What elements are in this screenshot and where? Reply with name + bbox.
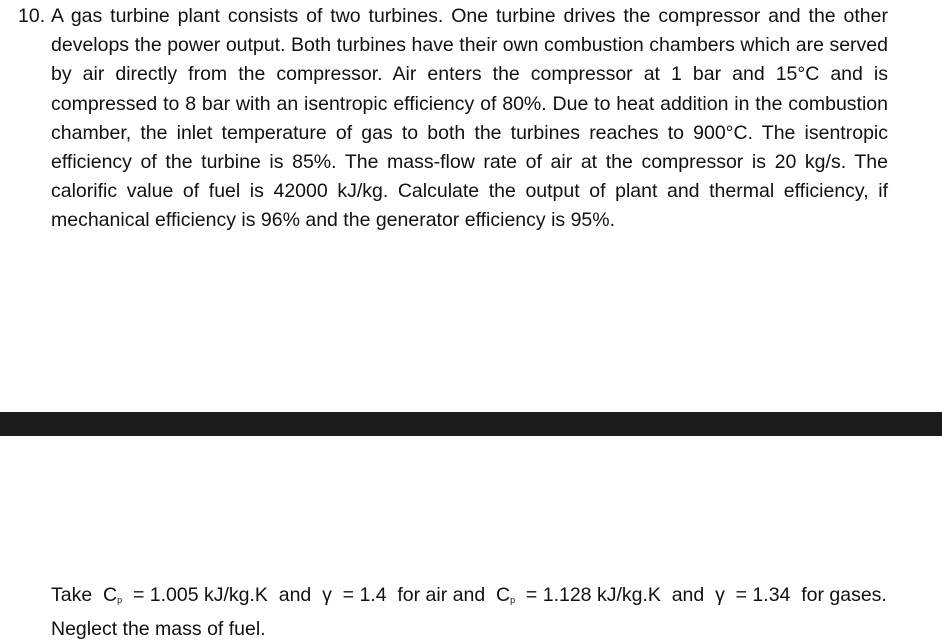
gas-gamma-value: = 1.34 <box>735 584 791 606</box>
page-divider-bar <box>0 412 942 436</box>
air-cp-value: = 1.005 kJ/kg.K <box>132 584 268 606</box>
and-word-1: and <box>278 584 312 606</box>
gas-gamma-symbol: γ <box>715 584 725 606</box>
air-gamma-symbol: γ <box>322 584 332 606</box>
given-data-line <box>51 581 887 615</box>
problem-statement <box>18 2 888 236</box>
given-data-note <box>51 581 887 644</box>
and-word-2: and <box>671 584 705 606</box>
neglect-fuel-line: Neglect the mass of fuel. <box>51 618 266 641</box>
air-cp-symbol: $C_p$ <box>103 584 123 606</box>
for-air-text: for air and <box>397 584 486 606</box>
problem-number: 10. <box>18 5 46 27</box>
gas-cp-symbol: $C_p$ <box>496 584 516 606</box>
gas-cp-value: = 1.128 kJ/kg.K <box>525 584 661 606</box>
air-gamma-value: = 1.4 <box>342 584 387 606</box>
problem-text: A gas turbine plant consists of two turbines. One turbine drives the compressor and the other develops the power output. Both turbines have their own combustion chambers which are served by air directly from the compressor. Air enters the compressor at 1 bar and 15°C and is compressed to 8 bar with an isentropic efficiency of 80%. Due to heat addition in the combustion chamber, the inlet temperature of gas to both the turbines reaches to 900°C. The isentropic efficiency of the turbine is 85%. The mass-flow rate of air at the compressor is 20 kg/s. The calorific value of fuel is 42000 kJ/kg. Calculate the output of plant and thermal efficiency, if mechanical efficiency is 96% and the generator efficiency is 95%. <box>51 5 888 232</box>
for-gases-text: for gases. <box>801 584 887 606</box>
take-word: Take <box>51 584 93 606</box>
